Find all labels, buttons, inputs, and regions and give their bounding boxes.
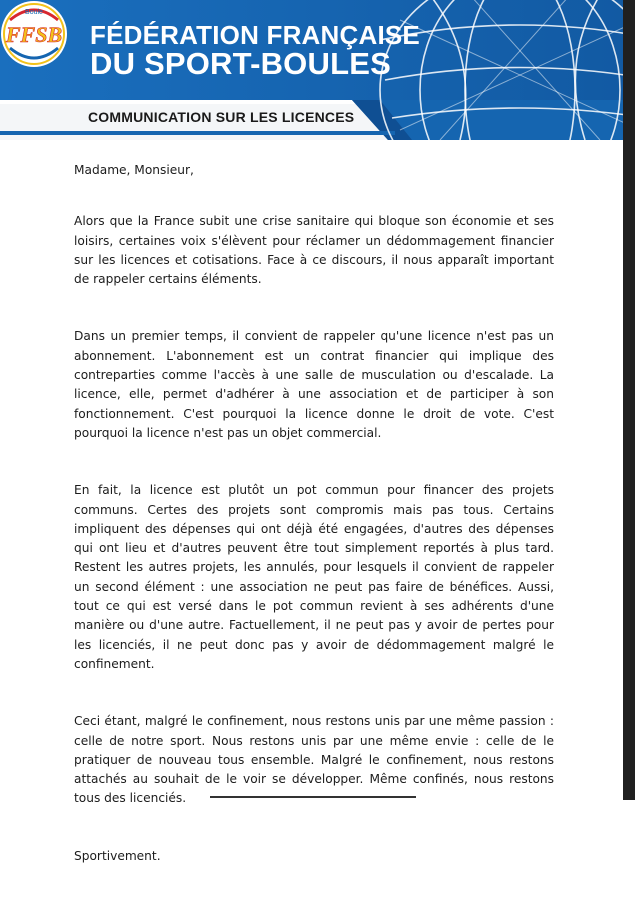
paragraph-4: Ceci étant, malgré le confinement, nous restons unis par une même passion : celle de notre sport. Nous restons unis par une même envie : celle de le pratiquer de nouveau tous ensemble. Malgré le confinement, nous restons attachés au souhait de le voir se développer. Même confinés, nous restons tous des licenciés. [74,714,554,806]
ffsb-logo-icon [0,0,68,68]
federation-name [90,22,420,80]
signature-line [210,796,416,798]
document-subtitle: COMMUNICATION SUR LES LICENCES [88,109,355,125]
greeting: Madame, Monsieur, [74,163,194,177]
viewer-scroll-edge [623,0,635,800]
letter-body [74,161,554,904]
logo-letters: FFSB [5,22,63,47]
paragraph-2: Dans un premier temps, il convient de rappeler qu'une licence n'est pas un abonnement. L'abonnement est un contrat financier qui implique des contreparties comme l'accès à une salle de musculation ou d'escalade. La licence, elle, permet d'adhérer à une association et de participer à son fonctionnement. C'est pourquoi la licence donne le droit de vote. C'est pourquoi la licence n'est pas un objet commercial. [74,329,554,440]
federation-name-line2: DU SPORT-BOULES [90,46,391,81]
paragraph-3: En fait, la licence est plutôt un pot commun pour financer des projets communs. Certes des projets sont compromis mais pas tous. Certains impliquent des dépenses qui ont déjà été engagées, d'autres des dépenses qui ont lieu et d'autres peuvent être tout simplement reportés à plus tard. Restent les autres projets, les annulés, pour lesquels il convient de rappeler un second élément : une association ne peut pas faire de bénéfices. Aussi, tout ce qui est versé dans le pot commun revient à ses adhérents d'une manière ou d'une autre. Factuellement, il ne peut pas y avoir de pertes pour les licenciés, il ne peut donc pas y avoir de dédommagement malgré le confinement. [74,483,554,671]
closing: Sportivement. [74,848,161,863]
federation-name-line1: FÉDÉRATION FRANÇAISE [90,20,420,50]
logo-top-text: Boule [25,9,43,16]
paragraph-1: Alors que la France subit une crise sanitaire qui bloque son économie et ses loisirs, certaines voix s'élèvent pour réclamer un dédommagement financier sur les licences et cotisations. Face à ce discours, il nous apparaît important de rappeler certains éléments. [74,214,554,287]
letterhead [0,0,623,140]
